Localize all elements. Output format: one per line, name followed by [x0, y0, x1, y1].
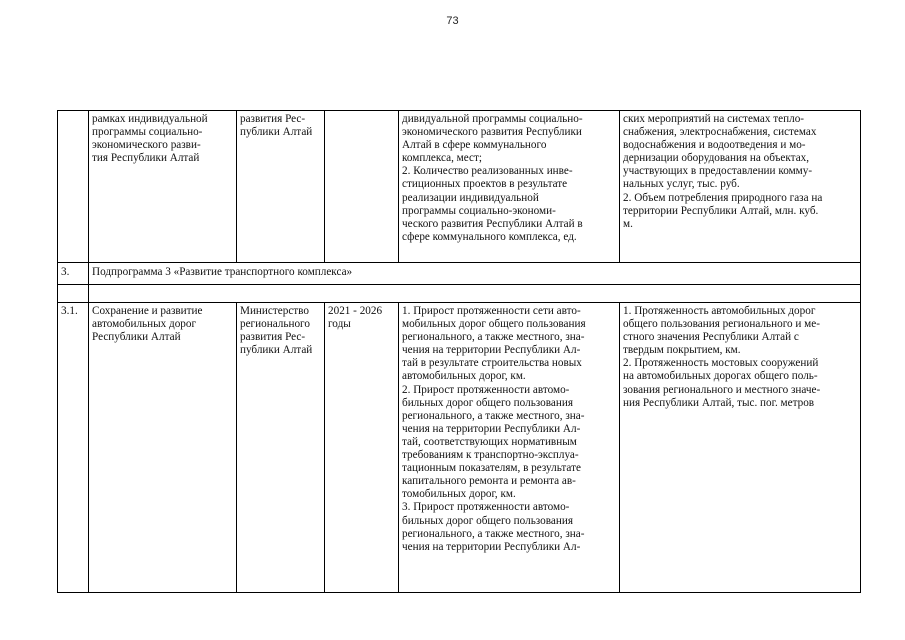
table-row-spacer: [58, 285, 861, 303]
cell-results: 1. Протяженность автомобильных дорог общего пользования регионального и ме- стного значения Республики Алтай с твердым покрытием, км. 2. Протяженность мостовых сооружений на автомобильных дорогах общего поль- зования регионального и местного значе- ния Республики Алтай, тыс. пог. метров: [620, 303, 861, 593]
table-row-continued: [58, 111, 861, 263]
table-row-item-3-1: [58, 303, 861, 593]
cell-indicators: 1. Прирост протяженности сети авто- мобильных дорог общего пользования регионального, а также местного, зна- чения на территории Республики Ал- тай в результате строительства новых автомобильных дорог, км. 2. Прирост протяженности автомо- бильных дорог общего пользования регионального, а также местного, зна- чения на территории Республики Ал- тай, соответствующих нормативным требованиям к транспортно-эксплуа- тационным показателям, в результате капитального ремонта и ремонта ав- томобильных дорог, км. 3. Прирост протяженности автомо- бильных дорог общего пользования регионального, а также местного, зна- чения на территории Республики Ал-: [399, 303, 620, 593]
cell-activity-name: рамках индивидуальной программы социально- экономического разви- тия Республики Алтай: [89, 111, 237, 263]
cell-executor: развития Рес- публики Алтай: [237, 111, 325, 263]
cell-results: ских мероприятий на системах тепло- снабжения, электроснабжения, системах водоснабжения и водоотведения и мо- дернизации оборудования на объектах, участвующих в предоставлении комму- нальных услуг, тыс. руб. 2. Объем потребления природного газа на территории Республики Алтай, млн. куб. м.: [620, 111, 861, 263]
cell-number: [58, 111, 89, 263]
table-row-subprogram: [58, 263, 861, 285]
cell-indicators: дивидуальной программы социально- экономического развития Республики Алтай в сфере коммунального комплекса, мест; 2. Количество реализованных инве- стиционных проектов в результате реализации индивидуальной программы социально-экономи- ческого развития Республики Алтай в сфере коммунального комплекса, ед.: [399, 111, 620, 263]
subprogram-title: Подпрограмма 3 «Развитие транспортного комплекса»: [89, 263, 861, 285]
page-number: 73: [446, 15, 459, 27]
program-table: [57, 110, 861, 593]
cell-period: 2021 - 2026 годы: [325, 303, 399, 593]
cell-period: [325, 111, 399, 263]
cell-activity-name: Сохранение и развитие автомобильных дорог Республики Алтай: [89, 303, 237, 593]
cell-number: 3.1.: [58, 303, 89, 593]
cell-executor: Министерство регионального развития Рес- публики Алтай: [237, 303, 325, 593]
cell-number: 3.: [58, 263, 89, 285]
